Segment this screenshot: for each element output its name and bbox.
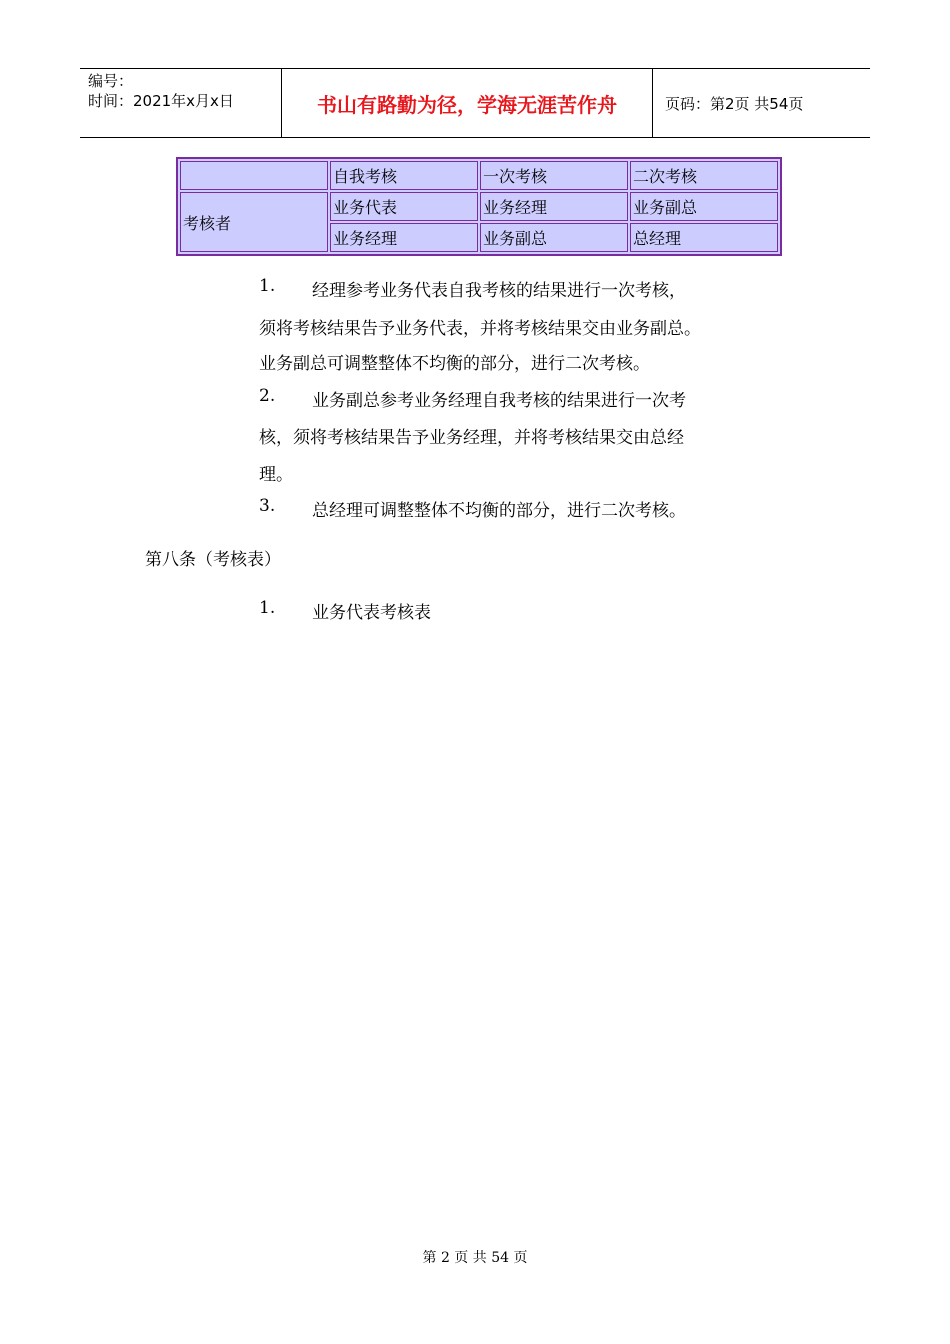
header-meta bbox=[80, 69, 281, 137]
page-header bbox=[80, 68, 870, 138]
paragraph-line: 业务副总可调整整体不均衡的部分，进行二次考核。 bbox=[259, 354, 650, 374]
item-number: 1. bbox=[259, 598, 276, 618]
code-label: 编号： bbox=[88, 72, 134, 90]
sub-heading: 业务代表考核表 bbox=[312, 603, 431, 623]
table-cell: 业务副总 bbox=[630, 192, 778, 221]
item-number: 3. bbox=[259, 496, 276, 516]
paragraph-line: 核，须将考核结果告予业务经理，并将考核结果交由总经 bbox=[259, 428, 684, 448]
header-motto: 书山有路勤为径，学海无涯苦作舟 bbox=[281, 69, 653, 137]
paragraph-line: 总经理可调整整体不均衡的部分，进行二次考核。 bbox=[312, 501, 686, 521]
paragraph-line: 经理参考业务代表自我考核的结果进行一次考核， bbox=[312, 281, 686, 301]
table-cell: 总经理 bbox=[630, 223, 778, 252]
table-cell: 业务代表 bbox=[330, 192, 478, 221]
table-header-cell: 一次考核 bbox=[480, 161, 628, 190]
paragraph-line: 理。 bbox=[259, 465, 293, 485]
table-cell: 业务经理 bbox=[330, 223, 478, 252]
table-header-cell: 二次考核 bbox=[630, 161, 778, 190]
assessment-table bbox=[176, 157, 782, 256]
paragraph-line: 业务副总参考业务经理自我考核的结果进行一次考 bbox=[312, 391, 686, 411]
table-cell bbox=[180, 161, 328, 190]
table-row bbox=[180, 192, 778, 221]
item-number: 2. bbox=[259, 386, 276, 406]
table-cell: 业务经理 bbox=[480, 192, 628, 221]
table-header-cell: 自我考核 bbox=[330, 161, 478, 190]
header-page-info: 页码：第2页 共54页 bbox=[665, 94, 804, 113]
table-row bbox=[180, 161, 778, 190]
item-number: 1. bbox=[259, 276, 276, 296]
page-footer: 第 2 页 共 54 页 bbox=[422, 1250, 528, 1266]
time-label: 时间：2021年x月x日 bbox=[88, 92, 234, 110]
table-cell: 业务副总 bbox=[480, 223, 628, 252]
article-title: 第八条（考核表） bbox=[145, 550, 281, 570]
row-label-cell: 考核者 bbox=[180, 192, 328, 252]
paragraph-line: 须将考核结果告予业务代表，并将考核结果交由业务副总。 bbox=[259, 319, 701, 339]
